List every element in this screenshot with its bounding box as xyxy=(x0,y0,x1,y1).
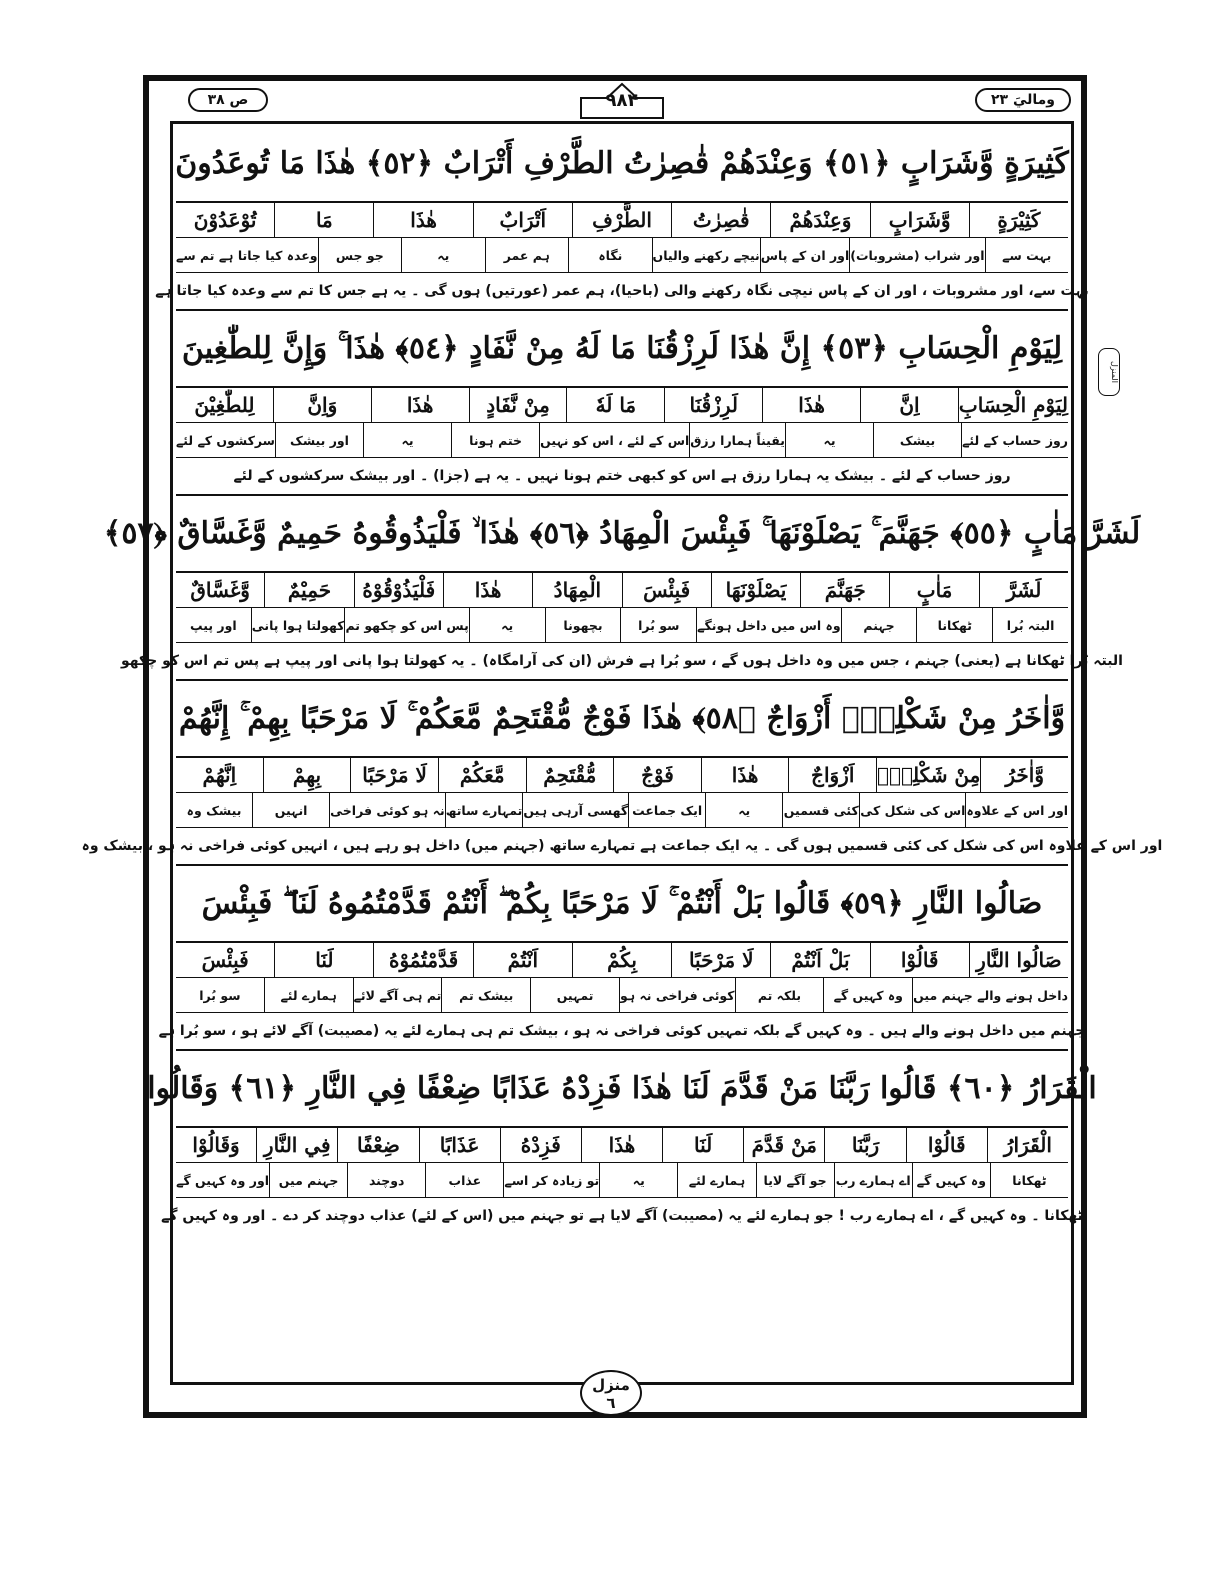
meaning-cell: اور پیپ xyxy=(190,617,237,633)
word-cell: وَقَالُوْا xyxy=(192,1133,240,1157)
meaning-cell: یہ xyxy=(599,1163,677,1197)
meaning-cell: سو بُرا xyxy=(199,987,241,1003)
word-row xyxy=(176,943,1068,978)
meaning-cell: یقیناً ہمارا رزق xyxy=(689,423,785,457)
word-cell: هٰذَا xyxy=(762,388,860,422)
meaning-cell: کھولتا ہوا پانی xyxy=(251,608,345,642)
word-cell: هٰذَا xyxy=(443,573,532,607)
header-page-ref: ص ۳۸ xyxy=(188,88,268,112)
meaning-cell: جہنم میں xyxy=(269,1163,347,1197)
word-cell: وَعِنْدَهُمْ xyxy=(770,203,869,237)
meaning-cell: پس اس کو چکھو تم xyxy=(344,608,468,642)
meaning-cell: جو جس xyxy=(318,238,402,272)
word-cell: صَالُوا النَّارِ xyxy=(969,943,1068,977)
meaning-cell: بلکہ تم xyxy=(735,978,824,1012)
meaning-cell: یہ xyxy=(469,608,545,642)
word-cell: بِهِمْ xyxy=(263,758,351,792)
word-cell: قَالُوْا xyxy=(906,1128,987,1162)
manzil-label: منزل xyxy=(592,1376,630,1394)
verse-block xyxy=(158,864,1086,1049)
meaning-cell: اس کی شکل کی xyxy=(859,793,965,827)
word-cell: لَنَا xyxy=(274,943,373,977)
meaning-cell: ہم عمر xyxy=(485,238,569,272)
meaning-cell: سو بُرا xyxy=(620,608,696,642)
word-cell: هٰذَا xyxy=(581,1128,662,1162)
verse-block xyxy=(81,679,1163,864)
translation-line: اور اس کے علاوہ اس کی شکل کی کئی قسمیں ہوں گی ۔ یہ ایک جماعت ہے تمہارے ساتھ (جہنم میں) داخل ہو رہے ہیں ، انہیں کوئی فراخی نہ ہو ، بیشک وہ xyxy=(81,838,1163,854)
header-page-number xyxy=(577,80,667,122)
word-cell: مُّقْتَحِمٌ xyxy=(526,758,614,792)
page-number-text: ۹۸۴ xyxy=(605,90,639,111)
meaning-cell: گھسی آرہی ہیں xyxy=(522,793,628,827)
manzil-marker xyxy=(580,1370,642,1416)
word-cell: لِيَوْمِ الْحِسَابِ xyxy=(958,388,1068,422)
meaning-cell: ٹھکانا xyxy=(990,1163,1068,1197)
word-cell: جَهَنَّمَ xyxy=(800,573,889,607)
word-cell: لَرِزْقُنَا xyxy=(664,388,762,422)
meaning-cell: تمہارے ساتھ xyxy=(445,793,523,827)
word-cell: مِنْ نَّفَادٍ xyxy=(469,388,567,422)
meaning-cell: انہیں xyxy=(252,793,329,827)
meaning-cell: بیشک xyxy=(873,423,961,457)
meaning-cell: جہنم xyxy=(841,608,917,642)
meaning-row xyxy=(176,793,1068,828)
meaning-row xyxy=(176,608,1068,643)
word-cell: هٰذَا xyxy=(701,758,789,792)
word-cell: مَنْ قَدَّمَ xyxy=(743,1128,824,1162)
word-cell: بَلْ اَنْتُمْ xyxy=(770,943,869,977)
meaning-row xyxy=(176,1163,1068,1198)
meaning-cell: بچھونا xyxy=(545,608,621,642)
meaning-row xyxy=(176,978,1068,1013)
meaning-cell: اور شراب (مشروبات) xyxy=(849,238,984,272)
word-cell: بِكُمْ xyxy=(572,943,671,977)
verse-block xyxy=(155,126,1089,309)
meaning-cell: اس کے لئے ، اس کو نہیں xyxy=(539,423,689,457)
meaning-cell: سرکشوں کے لئے xyxy=(175,432,275,448)
word-cell: وَّشَرَابٍ xyxy=(870,203,969,237)
word-cell: يَصْلَوْنَهَا xyxy=(711,573,800,607)
word-cell: مَّعَكُمْ xyxy=(438,758,526,792)
word-cell: لَا مَرْحَبًا xyxy=(671,943,770,977)
meaning-cell: نہ ہو کوئی فراخی xyxy=(329,793,445,827)
word-cell: فَزِدْهُ xyxy=(500,1128,581,1162)
manzil-number: ٦ xyxy=(606,1394,616,1412)
word-cell: قٰصِرٰتُ xyxy=(671,203,770,237)
meaning-cell: ہمارے لئے xyxy=(677,1163,755,1197)
word-cell: الْمِهَادُ xyxy=(532,573,621,607)
meaning-cell: روز حساب کے لئے xyxy=(961,423,1068,457)
meaning-cell: اور بیشک xyxy=(275,423,363,457)
word-cell: وَّغَسَّاقٌ xyxy=(190,578,250,602)
word-cell: عَذَابًا xyxy=(419,1128,500,1162)
meaning-cell: دوچند xyxy=(347,1163,425,1197)
meaning-cell: تم ہی آگے لائے xyxy=(353,978,442,1012)
ayah-line: وَّاٰخَرُ مِنْ شَكْلِهٖٓ أَزْوَاجٌ ﴿٥٨﴾ هٰذَا فَوْجٌ مُّقْتَحِمٌ مَّعَكُمْ ۚ لَا مَرْحَبًا بِهِمْ ۚ إِنَّهُمْ xyxy=(176,681,1068,758)
meaning-cell: ٹھکانا xyxy=(916,608,992,642)
meaning-cell: تمہیں xyxy=(530,978,619,1012)
meaning-cell: یہ xyxy=(705,793,782,827)
word-cell: تُوْعَدُوْنَ xyxy=(193,208,257,232)
meaning-cell: البتہ بُرا xyxy=(992,608,1068,642)
word-cell: لَا مَرْحَبًا xyxy=(350,758,438,792)
header-para-name: وماليَ ۲۳ xyxy=(975,88,1071,112)
verse-block xyxy=(147,1049,1097,1234)
ayah-line: الْقَرَارُ ﴿٦٠﴾ قَالُوا رَبَّنَا مَنْ قَدَّمَ لَنَا هٰذَا فَزِدْهُ عَذَابًا ضِعْفًا فِي النَّارِ ﴿٦١﴾ وَقَالُوا xyxy=(176,1051,1068,1128)
word-cell: فَبِئْسَ xyxy=(201,948,249,972)
verse-block xyxy=(176,309,1068,494)
translation-line: ٹھکانا ۔ وہ کہیں گے ، اے ہمارے رب ! جو ہمارے لئے یہ (مصیبت) آگے لایا ہے تو جہنم میں (اس کے لئے) عذاب دوچند کر دے ۔ اور وہ کہیں گے xyxy=(161,1208,1083,1224)
meaning-cell: جو آگے لایا xyxy=(756,1163,834,1197)
meaning-cell: بیشک تم xyxy=(441,978,530,1012)
meaning-cell: وہ کہیں گے xyxy=(912,1163,990,1197)
word-cell: حَمِيْمٌ xyxy=(264,573,353,607)
meaning-cell: وہ کہیں گے xyxy=(823,978,912,1012)
word-cell: مَاٰبٍ xyxy=(889,573,978,607)
meaning-cell: یہ xyxy=(401,238,485,272)
meaning-cell: اور وہ کہیں گے xyxy=(176,1172,270,1188)
verse-block xyxy=(103,494,1141,679)
meaning-cell: ایک جماعت xyxy=(628,793,705,827)
meaning-row xyxy=(176,423,1068,458)
translation-line: البتہ بُرا ٹھکانا ہے (یعنی) جہنم ، جس میں وہ داخل ہوں گے ، سو بُرا ہے فرش (ان کی آرامگاہ) ۔ یہ کھولتا ہوا پانی اور پیپ ہے پس تم اس کو چکھو xyxy=(121,653,1123,669)
meaning-cell: نگاہ xyxy=(568,238,652,272)
meaning-cell: وعدہ کیا جاتا ہے تم سے xyxy=(176,247,318,263)
word-cell: اِنَّهُمْ xyxy=(202,763,237,787)
meaning-row xyxy=(176,238,1068,273)
ayah-line: كَثِيرَةٍ وَّشَرَابٍ ﴿٥١﴾ وَعِنْدَهُمْ قٰصِرٰتُ الطَّرْفِ أَتْرَابٌ ﴿٥٢﴾ هٰذَا مَا تُوعَدُونَ xyxy=(176,126,1068,203)
word-cell: فِي النَّارِ xyxy=(256,1128,337,1162)
meaning-cell: کئی قسمیں xyxy=(782,793,859,827)
meaning-cell: داخل ہونے والے جہنم میں xyxy=(912,978,1068,1012)
meaning-cell: وہ اس میں داخل ہونگے xyxy=(696,608,840,642)
translation-line: جہنم میں داخل ہونے والے ہیں ۔ وہ کہیں گے بلکہ تمہیں کوئی فراخی نہ ہو ، بیشک تم ہی ہمارے لئے یہ (مصیبت) آگے لائے ہو ، سو بُرا ہے xyxy=(158,1023,1086,1039)
word-cell: كَثِيْرَةٍ xyxy=(969,203,1068,237)
ayah-line: لَشَرَّ مَاٰبٍ ﴿٥٥﴾ جَهَنَّمَ ۚ يَصْلَوْنَهَا ۚ فَبِئْسَ الْمِهَادُ ﴿٥٦﴾ هٰذَا ۙ فَلْيَذُوقُوهُ حَمِيمٌ وَّغَسَّاقٌ ﴿٥٧﴾ xyxy=(176,496,1068,573)
ayah-line: لِيَوْمِ الْحِسَابِ ﴿٥٣﴾ إِنَّ هٰذَا لَرِزْقُنَا مَا لَهُ مِنْ نَّفَادٍ ﴿٥٤﴾ هٰذَا ۚ وَإِنَّ لِلطّٰغِينَ xyxy=(176,311,1068,388)
word-cell: وَاِنَّ xyxy=(273,388,371,422)
meaning-cell: ہمارے لئے xyxy=(264,978,353,1012)
word-row xyxy=(176,573,1068,608)
word-cell: لِلطّٰغِيْنَ xyxy=(194,393,255,417)
meaning-cell: اور ان کے پاس xyxy=(760,238,850,272)
word-row xyxy=(176,203,1068,238)
word-row xyxy=(176,1128,1068,1163)
word-cell: قَدَّمْتُمُوْهُ xyxy=(373,943,472,977)
meaning-cell: بہت سے xyxy=(985,238,1069,272)
word-cell: اَنْتُمْ xyxy=(473,943,572,977)
meaning-cell: اور اس کے علاوہ xyxy=(965,793,1068,827)
word-cell: الْقَرَارُ xyxy=(987,1128,1068,1162)
meaning-cell: اے ہمارے رب xyxy=(834,1163,912,1197)
word-cell: ضِعْفًا xyxy=(337,1128,418,1162)
word-cell: مَا xyxy=(274,203,373,237)
meaning-cell: بیشک وہ xyxy=(186,802,242,818)
meaning-cell: ختم ہونا xyxy=(451,423,539,457)
word-cell: رَبَّنَا xyxy=(824,1128,905,1162)
word-cell: اِنَّ xyxy=(860,388,958,422)
word-cell: فَلْيَذُوْقُوْهُ xyxy=(354,573,443,607)
word-row xyxy=(176,758,1068,793)
translation-line: روز حساب کے لئے ۔ بیشک یہ ہمارا رزق ہے اس کو کبھی ختم ہونا نہیں ۔ یہ ہے (جزا) ۔ اور بیشک سرکشوں کے لئے xyxy=(233,468,1011,484)
word-cell: لَشَرَّ xyxy=(979,573,1068,607)
meaning-cell: کوئی فراخی نہ ہو xyxy=(619,978,735,1012)
word-cell: هٰذَا xyxy=(373,203,472,237)
meaning-cell: یہ xyxy=(785,423,873,457)
word-cell: هٰذَا xyxy=(371,388,469,422)
ayah-line: صَالُوا النَّارِ ﴿٥٩﴾ قَالُوا بَلْ أَنْتُمْ ۚ لَا مَرْحَبًا بِكُمْ ۖ أَنْتُمْ قَدَّمْتُمُوهُ لَنَا ۖ فَبِئْسَ xyxy=(176,866,1068,943)
word-cell: فَبِئْسَ xyxy=(622,573,711,607)
meaning-cell: عذاب xyxy=(425,1163,503,1197)
meaning-cell: یہ xyxy=(363,423,451,457)
word-cell: وَّاٰخَرُ xyxy=(980,758,1068,792)
meaning-cell: نیچے رکھنے والیاں xyxy=(652,238,760,272)
word-cell: اَتْرَابٌ xyxy=(473,203,572,237)
word-cell: لَنَا xyxy=(662,1128,743,1162)
translation-line: بہت سے، اور مشروبات ، اور ان کے پاس نیچی نگاہ رکھنے والی (باحیا)، ہم عمر (عورتیں) ہوں گی ۔ یہ ہے جس کا تم سے وعدہ کیا جاتا ہے xyxy=(155,283,1089,299)
word-row xyxy=(176,388,1068,423)
side-marker: المنزل xyxy=(1098,348,1120,396)
word-cell: اَزْوَاجٌ xyxy=(788,758,876,792)
meaning-cell: تو زیادہ کر اسے xyxy=(503,1163,599,1197)
word-cell: قَالُوْا xyxy=(870,943,969,977)
word-cell: الطَّرْفِ xyxy=(572,203,671,237)
word-cell: مِنْ شَكْلِهٖٓ xyxy=(876,758,980,792)
word-cell: فَوْجٌ xyxy=(613,758,701,792)
word-cell: مَا لَهٗ xyxy=(566,388,664,422)
